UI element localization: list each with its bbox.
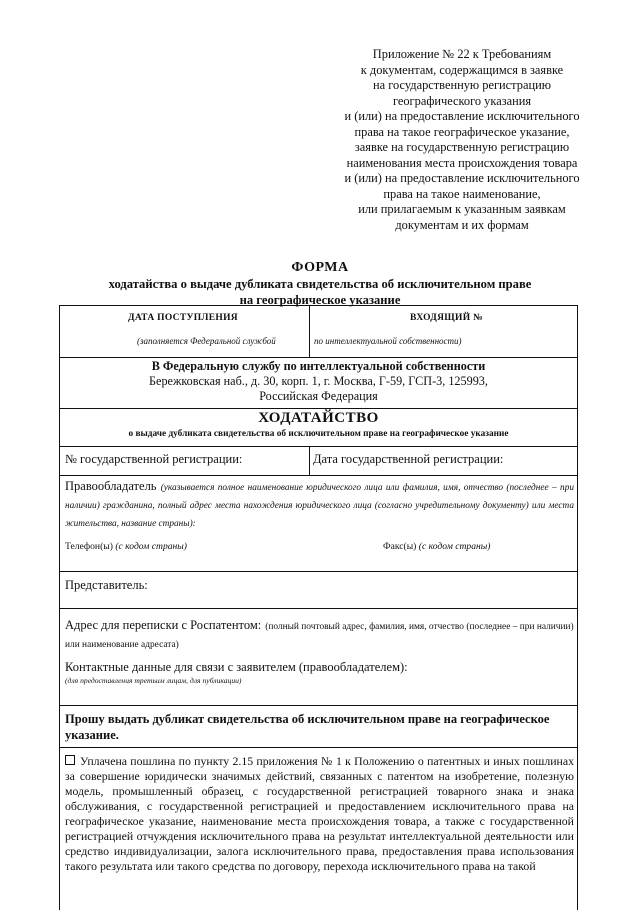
addressee-country: Российская Федерация [259,389,378,403]
form-subtitle-line1: ходатайства о выдаче дубликата свидетельства об исключительном праве [108,277,532,291]
form-subtitle [0,277,640,308]
fax-field[interactable] [383,541,490,552]
fax-label: Факс(ы) [383,541,417,552]
rights-holder-field[interactable] [65,478,574,532]
fee-paid-item [65,754,574,874]
divider [59,705,578,706]
column-divider [309,446,310,475]
correspondence-note: (полный почтовый адрес, фамилия, имя, отчество (последнее – при наличии) или наименование адресата) [65,622,574,650]
addressee-block [59,359,578,404]
divider [59,571,578,572]
rights-holder-label: Правообладатель [65,479,157,493]
divider [59,408,578,409]
appendix-line: наименования места происхождения товара [346,155,578,170]
petition-subtitle: о выдаче дубликата свидетельства об исключительном праве на географическое указание [128,429,509,439]
divider [59,446,578,447]
office-note-left: (заполняется Федеральной службой [137,336,276,346]
appendix-line: к документам, содержащимся в заявке [360,62,564,77]
phone-note: (с кодом страны) [115,541,187,552]
appendix-line: права на такое географическое указание, [354,124,570,139]
appendix-reference [322,47,602,233]
fax-note: (с кодом страны) [418,541,491,552]
form-title: ФОРМА [291,260,349,275]
registration-date-field[interactable]: Дата государственной регистрации: [313,452,504,466]
addressee-address: Бережковская наб., д. 30, корп. 1, г. Москва, Г-59, ГСП-3, 125993, [149,374,488,388]
appendix-line: документам и их формам [395,217,529,232]
appendix-line: и (или) на предоставление исключительного [344,109,580,123]
petition-title: ХОДАТАЙСТВО [258,410,379,426]
phone-field[interactable] [65,541,187,552]
appendix-line: Приложение № 22 к Требованиям [372,47,552,61]
fee-paid-checkbox[interactable] [65,755,75,765]
representative-field[interactable]: Представитель: [65,578,148,592]
appendix-line: заявке на государственную регистрацию [354,140,570,154]
phone-label: Телефон(ы) [65,541,113,552]
divider [59,747,578,748]
office-note-right: по интеллектуальной собственности) [314,336,462,346]
fee-paid-text: Уплачена пошлина по пункту 2.15 приложения № 1 к Положению о патентных и иных пошлинах за совершение юридически значимых действий, связанных с патентом на изобретение, полезную модель, промышленный образец, с государственной регистрацией товарного знака и знака обслуживания, с государственной регистрацией и предоставлением исключительного права на географическое указание, наименование места происхождения товара, а также с государственной регистрацией отчуждения исключительного права на результат интеллектуальной деятельности или средство индивидуализации, залога исключительного права, предоставления права использования такого результата или такого средства по договору, перехода исключительного права на такой [65,754,574,873]
rights-holder-note: (указывается полное наименование юридического лица или фамилия, имя, отчество (последнее – при наличии) гражданина, полный адрес места нахождения юридического лица (согласно учредительному документу) или места жительства, название страны): [65,483,574,529]
divider [59,357,578,358]
appendix-line: и (или) на предоставление исключительного [344,171,580,185]
date-received-label: ДАТА ПОСТУПЛЕНИЯ [128,313,238,323]
registration-number-field[interactable]: № государственной регистрации: [65,452,243,466]
correspondence-field[interactable] [65,617,574,653]
divider [59,475,578,476]
appendix-line: права на такое наименование, [383,186,541,201]
column-divider [309,306,310,357]
addressee-name: В Федеральную службу по интеллектуальной собственности [151,359,486,373]
contact-label[interactable]: Контактные данные для связи с заявителем (правообладателем): [65,660,408,674]
request-statement: Прошу выдать дубликат свидетельства об исключительном праве на географическое указание. [65,712,550,742]
appendix-line: или прилагаемым к указанным заявкам [358,202,566,216]
incoming-number-label: ВХОДЯЩИЙ № [410,313,483,323]
appendix-line: на государственную регистрацию [373,78,551,92]
correspondence-label: Адрес для переписки с Роспатентом: [65,618,262,632]
contact-note: (для предоставления третьим лицам, для публикации) [65,676,242,685]
appendix-line: географического указания [392,93,532,108]
divider [59,608,578,609]
form-subtitle-line2: на географическое указание [239,292,401,307]
